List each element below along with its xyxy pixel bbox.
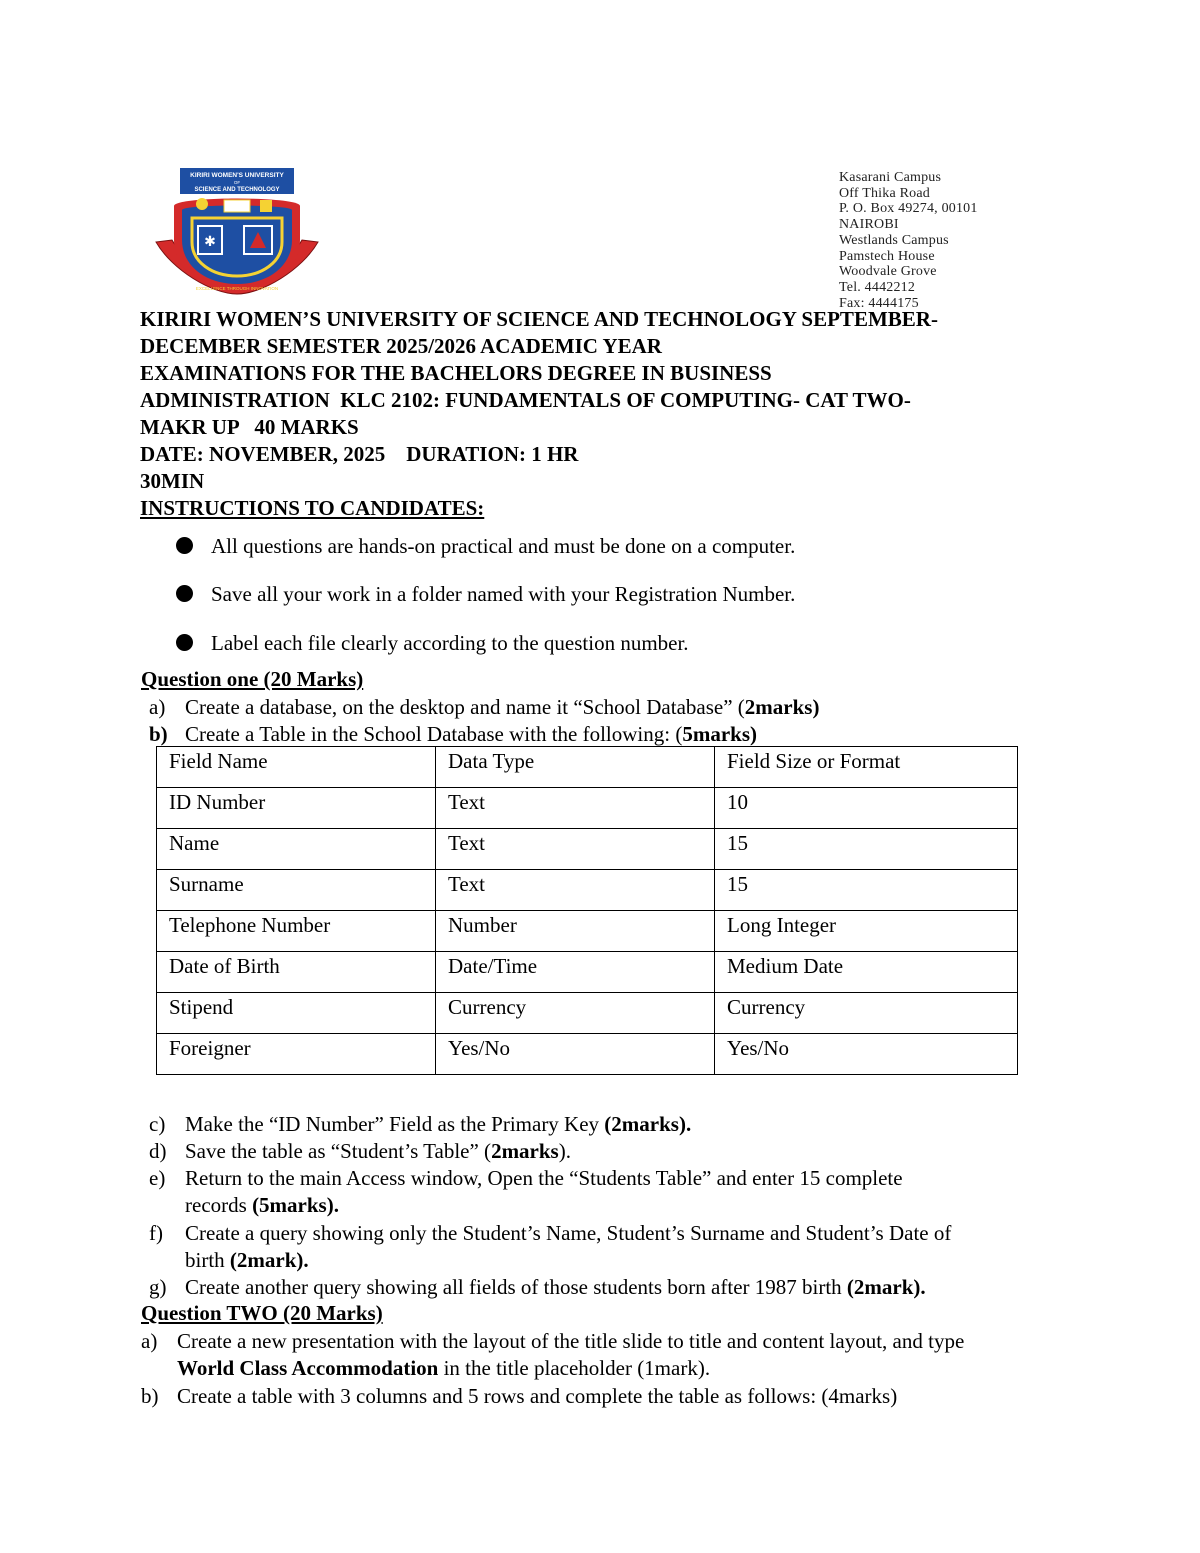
table-header-cell: Field Size or Format [715, 747, 1018, 788]
table-cell: Medium Date [715, 952, 1018, 993]
logo-banner-line3: SCIENCE AND TECHNOLOGY [194, 187, 280, 193]
table-cell: Stipend [157, 993, 436, 1034]
table-cell: Text [436, 829, 715, 870]
instruction-item: Label each file clearly according to the question number. [176, 631, 689, 656]
bullet-icon [176, 634, 193, 651]
heading-line: MAKR UP 40 MARKS [140, 415, 359, 439]
instruction-item: Save all your work in a folder named with your Registration Number. [176, 582, 795, 607]
table-header-row [157, 747, 1018, 788]
table-cell: Foreigner [157, 1034, 436, 1075]
address-line: Tel. 4442212 [839, 279, 916, 295]
heading-line: EXAMINATIONS FOR THE BACHELORS DEGREE IN BUSINESS [140, 361, 772, 385]
table-cell: Currency [715, 993, 1018, 1034]
question-one-f: f) Create a query showing only the Student’s Name, Student’s Surname and Student’s Date of birth (2mark). [149, 1221, 952, 1272]
question-one-d: d) Save the table as “Student’s Table” (2marks). [149, 1139, 571, 1163]
table-cell: 10 [715, 788, 1018, 829]
table-row [157, 829, 1018, 870]
table-cell: 15 [715, 870, 1018, 911]
logo-banner-line1: KIRIRI WOMEN'S UNIVERSITY [190, 172, 284, 179]
address-line: Off Thika Road [839, 185, 930, 201]
address-line: Kasarani Campus [839, 170, 942, 185]
address-line: Westlands Campus [839, 232, 949, 248]
table-row [157, 993, 1018, 1034]
question-one-g: g) Create another query showing all fields of those students born after 1987 birth (2mark). [149, 1275, 926, 1299]
exam-heading [140, 306, 1070, 522]
heading-line: ADMINISTRATION KLC 2102: FUNDAMENTALS OF COMPUTING- CAT TWO- [140, 388, 911, 412]
question-one-title: Question one (20 Marks) [141, 667, 364, 691]
question-two-b: b) Create a table with 3 columns and 5 rows and complete the table as follows: (4marks) [141, 1384, 898, 1408]
heading-line: KIRIRI WOMEN’S UNIVERSITY OF SCIENCE AND TECHNOLOGY SEPTEMBER- [140, 307, 938, 331]
table-cell: Yes/No [715, 1034, 1018, 1075]
question-one-e: e) Return to the main Access window, Open the “Students Table” and enter 15 complete records (5marks). [149, 1166, 903, 1217]
university-logo [152, 166, 322, 300]
table-cell: Long Integer [715, 911, 1018, 952]
table-header-cell: Field Name [157, 747, 436, 788]
table-row [157, 1034, 1018, 1075]
table-header-cell: Data Type [436, 747, 715, 788]
svg-text:✱: ✱ [204, 234, 216, 250]
campus-address [839, 170, 1079, 311]
table-row [157, 788, 1018, 829]
bullet-icon [176, 537, 193, 554]
address-line: NAIROBI [839, 217, 899, 233]
address-line: Pamstech House [839, 248, 935, 264]
table-row [157, 870, 1018, 911]
table-cell: Number [436, 911, 715, 952]
table-cell: Currency [436, 993, 715, 1034]
table-cell: Name [157, 829, 436, 870]
table-cell: Yes/No [436, 1034, 715, 1075]
table-cell: Surname [157, 870, 436, 911]
question-one-c: c) Make the “ID Number” Field as the Primary Key (2marks). [149, 1112, 692, 1136]
question-two-title: Question TWO (20 Marks) [141, 1301, 383, 1325]
address-line: Woodvale Grove [839, 264, 937, 280]
fields-table [156, 746, 1018, 1075]
table-row [157, 911, 1018, 952]
table-cell: Date of Birth [157, 952, 436, 993]
table-cell: Telephone Number [157, 911, 436, 952]
address-line: P. O. Box 49274, 00101 [839, 201, 978, 217]
heading-line: DECEMBER SEMESTER 2025/2026 ACADEMIC YEAR [140, 334, 662, 358]
instruction-item: All questions are hands-on practical and must be done on a computer. [176, 534, 795, 559]
instructions-title: INSTRUCTIONS TO CANDIDATES: [140, 496, 485, 520]
heading-line: DATE: NOVEMBER, 2025 DURATION: 1 HR [140, 442, 579, 466]
heading-line: 30MIN [140, 469, 205, 493]
address-line: Fax: 4444175 [839, 295, 919, 311]
question-one-a: a) Create a database, on the desktop and name it “School Database” (2marks) [149, 695, 820, 719]
table-cell: Text [436, 870, 715, 911]
table-cell: 15 [715, 829, 1018, 870]
logo-banner-line2: OF [233, 180, 241, 185]
table-row [157, 952, 1018, 993]
table-cell: Date/Time [436, 952, 715, 993]
table-cell: Text [436, 788, 715, 829]
question-one-b: b) Create a Table in the School Database with the following: (5marks) [149, 722, 758, 746]
logo-motto: EXCELLENCE THROUGH INNOVATION [195, 286, 279, 291]
bullet-icon [176, 585, 193, 602]
table-cell: ID Number [157, 788, 436, 829]
question-two-a: a) Create a new presentation with the layout of the title slide to title and content layout, and type World Class Accommodation in the title placeholder (1mark). [141, 1329, 965, 1380]
